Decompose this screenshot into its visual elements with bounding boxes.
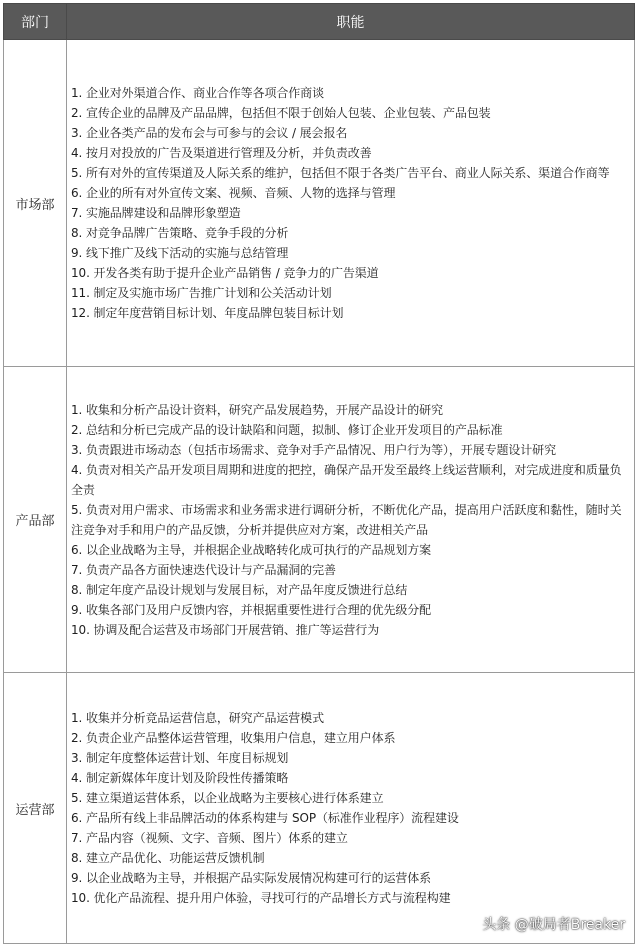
duty-item: 6. 以企业战略为主导，并根据企业战略转化成可执行的产品规划方案	[71, 542, 432, 557]
duty-item: 11. 制定及实施市场广告推广计划和公关活动计划	[71, 286, 332, 300]
duty-item: 4. 制定新媒体年度计划及阶段性传播策略	[71, 771, 289, 785]
duty-item: 1. 企业对外渠道合作、商业合作等各项合作商谈	[71, 86, 324, 100]
duty-item: 5. 所有对外的宣传渠道及人际关系的维护，包括但不限于各类广告平台、商业人际关系、渠道合作商等	[71, 166, 610, 180]
duties-cell	[67, 367, 635, 673]
duties-list	[71, 400, 630, 640]
duty-item: 3. 企业各类产品的发布会与可参与的会议 / 展会报名	[71, 126, 348, 140]
duty-item: 8. 建立产品优化、功能运营反馈机制	[71, 851, 265, 865]
table-row-product	[4, 367, 635, 673]
duties-list	[71, 83, 630, 323]
duty-item: 6. 产品所有线上非品牌活动的体系构建与 SOP（标准作业程序）流程建设	[71, 811, 459, 825]
duty-item: 12. 制定年度营销目标计划、年度品牌包装目标计划	[71, 306, 344, 320]
duty-item: 7. 负责产品各方面快速迭代设计与产品漏洞的完善	[71, 562, 336, 577]
duty-item: 9. 收集各部门及用户反馈内容，并根据重要性进行合理的优先级分配	[71, 602, 432, 617]
duty-item: 2. 负责企业产品整体运营管理，收集用户信息，建立用户体系	[71, 731, 396, 745]
table-row-operations	[4, 673, 635, 944]
department-cell: 市场部	[4, 40, 67, 367]
duty-item: 5. 负责对用户需求、市场需求和业务需求进行调研分析，不断优化产品，提高用户活跃度和黏性，随时关注竞争对手和用户的产品反馈，分析并提供应对方案，改进相关产品	[71, 502, 622, 537]
duty-item: 6. 企业的所有对外宣传文案、视频、音频、人物的选择与管理	[71, 186, 396, 200]
table-row-market	[4, 40, 635, 367]
duty-item: 2. 宣传企业的品牌及产品品牌，包括但不限于创始人包装、企业包装、产品包装	[71, 106, 491, 120]
duties-list	[71, 708, 630, 908]
duty-item: 10. 优化产品流程、提升用户体验，寻找可行的产品增长方式与流程构建	[71, 891, 451, 905]
department-cell: 运营部	[4, 673, 67, 944]
duty-item: 8. 对竞争品牌广告策略、竞争手段的分析	[71, 226, 289, 240]
table-header-row	[4, 4, 635, 40]
duty-item: 1. 收集并分析竞品运营信息，研究产品运营模式	[71, 711, 324, 725]
duty-item: 4. 按月对投放的广告及渠道进行管理及分析，并负责改善	[71, 146, 372, 160]
page-frame	[3, 3, 635, 946]
header-duties: 职能	[67, 4, 635, 40]
duty-item: 2. 总结和分析已完成产品的设计缺陷和问题，拟制、修订企业开发项目的产品标准	[71, 422, 503, 437]
department-duties-table	[3, 3, 635, 944]
department-cell: 产品部	[4, 367, 67, 673]
duty-item: 10. 协调及配合运营及市场部门开展营销、推广等运营行为	[71, 622, 380, 637]
duty-item: 9. 以企业战略为主导，并根据产品实际发展情况构建可行的运营体系	[71, 871, 432, 885]
duty-item: 1. 收集和分析产品设计资料，研究产品发展趋势，开展产品设计的研究	[71, 402, 443, 417]
header-department: 部门	[4, 4, 67, 40]
duty-item: 7. 实施品牌建设和品牌形象塑造	[71, 206, 241, 220]
duty-item: 7. 产品内容（视频、文字、音频、图片）体系的建立	[71, 831, 348, 845]
duty-item: 9. 线下推广及线下活动的实施与总结管理	[71, 246, 289, 260]
duty-item: 10. 开发各类有助于提升企业产品销售 / 竞争力的广告渠道	[71, 266, 379, 280]
watermark: 头条 @破局者Breaker	[482, 917, 625, 933]
duty-item: 5. 建立渠道运营体系，以企业战略为主要核心进行体系建立	[71, 791, 384, 805]
duties-cell	[67, 673, 635, 944]
duty-item: 4. 负责对相关产品开发项目周期和进度的把控，确保产品开发至最终上线运营顺利，对完成进度和质量负全责	[71, 462, 622, 497]
duty-item: 3. 制定年度整体运营计划、年度目标规划	[71, 751, 289, 765]
duties-cell	[67, 40, 635, 367]
duty-item: 3. 负责跟进市场动态（包括市场需求、竞争对手产品情况、用户行为等），开展专题设计研究	[71, 442, 556, 457]
duty-item: 8. 制定年度产品设计规划与发展目标，对产品年度反馈进行总结	[71, 582, 408, 597]
